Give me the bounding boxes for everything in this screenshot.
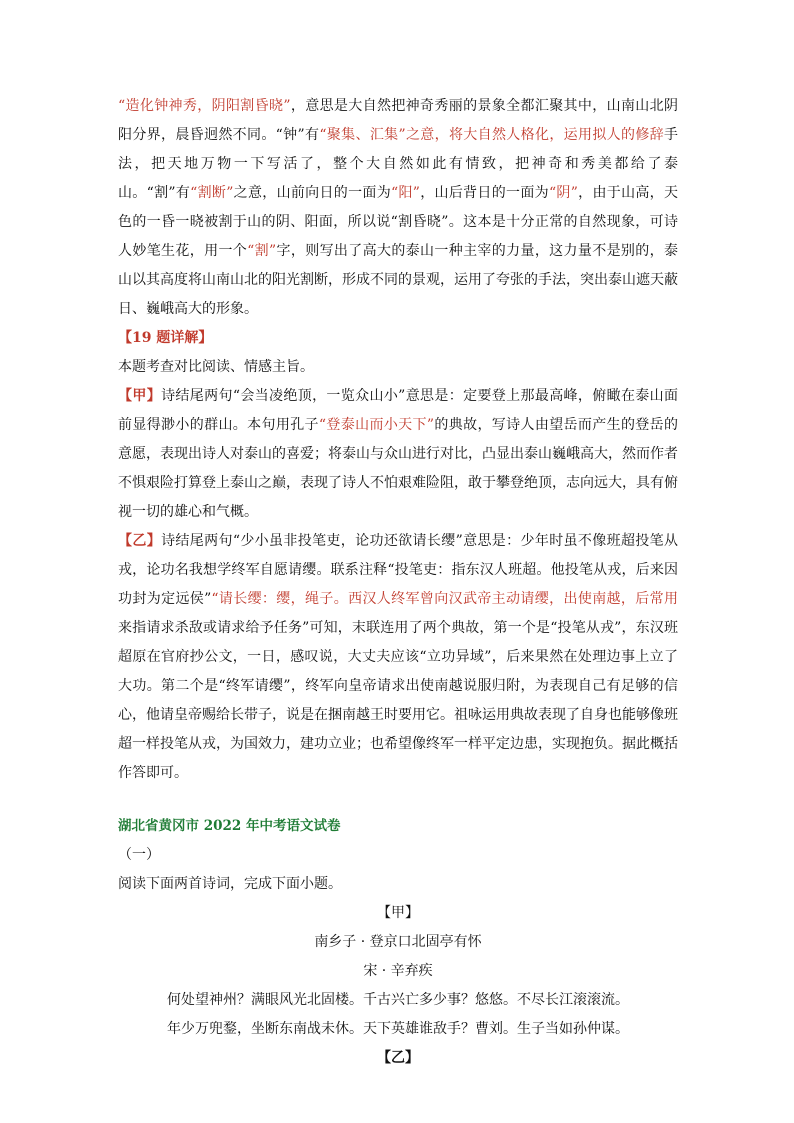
text: ，意思是大自然把神奇秀丽的景象全都汇聚其中，山南山北阴阳分界，晨昏迥然不同。“钟”有: [118, 98, 678, 143]
poem-title: 南乡子 · 登京口北固亭有怀: [314, 934, 482, 950]
quote-red: “阳”: [391, 185, 420, 201]
section-number: （一）: [118, 847, 160, 863]
quote-red: “割断”: [190, 185, 234, 201]
poem-jia-label: 【甲】: [377, 905, 419, 921]
quote-red: “登泰山而小天下”: [318, 417, 435, 433]
quote-red: “造化钟神秀，阴阳割昏晓”: [118, 98, 291, 114]
instruction: 阅读下面两首诗词，完成下面小题。: [118, 876, 342, 892]
quote-red: “聚集、汇集”之意，将大自然人格化，运用拟人的修辞: [319, 127, 664, 143]
exam-heading: 湖北省黄冈市 2022 年中考语文试卷: [118, 818, 341, 834]
text: 之意，山前向日的一面为: [233, 185, 391, 201]
document-page: [118, 92, 678, 1073]
yi-label: 【乙】: [118, 533, 162, 549]
analysis-paragraph: [118, 92, 678, 324]
text: 字，则写出了高大的泰山一种主宰的力量，这力量不是别的，泰山以其高度将山南山北的阳光割断，形成不同的景观，运用了夸张的手法，突出泰山遮天蔽日、巍峨高大的形象。: [118, 243, 678, 317]
poem-author: 宋 · 辛弃疾: [363, 963, 433, 979]
jia-analysis: 【甲】诗结尾两句“会当凌绝顶，一览众山小”意思是：定要登上那最高峰，俯瞰在泰山面前显得渺小的群山。本句用孔子“登泰山而小天下”的典故，写诗人由望岳而产生的登岳的意愿，表现出诗人对泰山的喜爱；将泰山与众山进行对比，凸显出泰山巍峨高大，然而作者不惧艰险打算登上泰山之巅，表现了诗人不怕艰难险阻，敢于攀登绝顶，志向远大，具有俯视一切的雄心和气概。: [118, 388, 679, 520]
question-intro: 本题考查对比阅读、情感主旨。: [118, 359, 314, 375]
poem-line: 何处望神州？满眼风光北固楼。千古兴亡多少事？悠悠。不尽长江滚滚流。: [167, 992, 629, 1008]
question-title: 【19 题详解】: [118, 330, 213, 346]
quote-red: “请长缨：缨，绳子。西汉人终军曾向汉武帝主动请缨，出使南越，后常用: [211, 591, 678, 607]
quote-red: “割”: [247, 243, 277, 259]
jia-label: 【甲】: [118, 388, 162, 404]
text: 手法，把天地万物一下写活了，整个大自然如此有情致，把神奇和秀美都给了泰山。“割”有: [118, 127, 678, 201]
yi-analysis: 【乙】诗结尾两句“少小虽非投笔吏，论功还欲请长缨”意思是：少年时虽不像班超投笔从戎，论功名我想学终军自愿请缨。联系注释“投笔吏：指东汉人班超。他投笔从戎，后来因功封为定远侯”“请长缨：缨，绳子。西汉人终军曾向汉武帝主动请缨，出使南越，后常用来指请求杀敌或请求给予任务”可知，末联连用了两个典故，第一个是“投笔从戎”，东汉班超原在官府抄公文，一日，感叹说，大丈夫应该“立功异域”，后来果然在处理边事上立了大功。第二个是“终军请缨”，终军向皇帝请求出使南越说服归附，为表现自己有足够的信心，他请皇帝赐给长带子，说是在捆南越王时要用它。祖咏运用典故表现了自身也能够像班超一样投笔从戎，为国效力，建功立业；也希望像终军一样平定边患，实现抱负。据此概括作答即可。: [118, 533, 679, 781]
text: ，山后背日的一面为: [419, 185, 549, 201]
quote-red: “阴”: [548, 185, 578, 201]
text: ，由于山高，天色的一昏一晓被割于山的阴、阳面，所以说“割昏晓”。这本是十分正常的自然现象，可诗人妙笔生花，用一个: [118, 185, 678, 259]
poem-line: 年少万兜鍪，坐断东南战未休。天下英雄谁敌手？曹刘。生子当如孙仲谋。: [167, 1021, 629, 1037]
poem-yi-label: 【乙】: [377, 1050, 419, 1066]
